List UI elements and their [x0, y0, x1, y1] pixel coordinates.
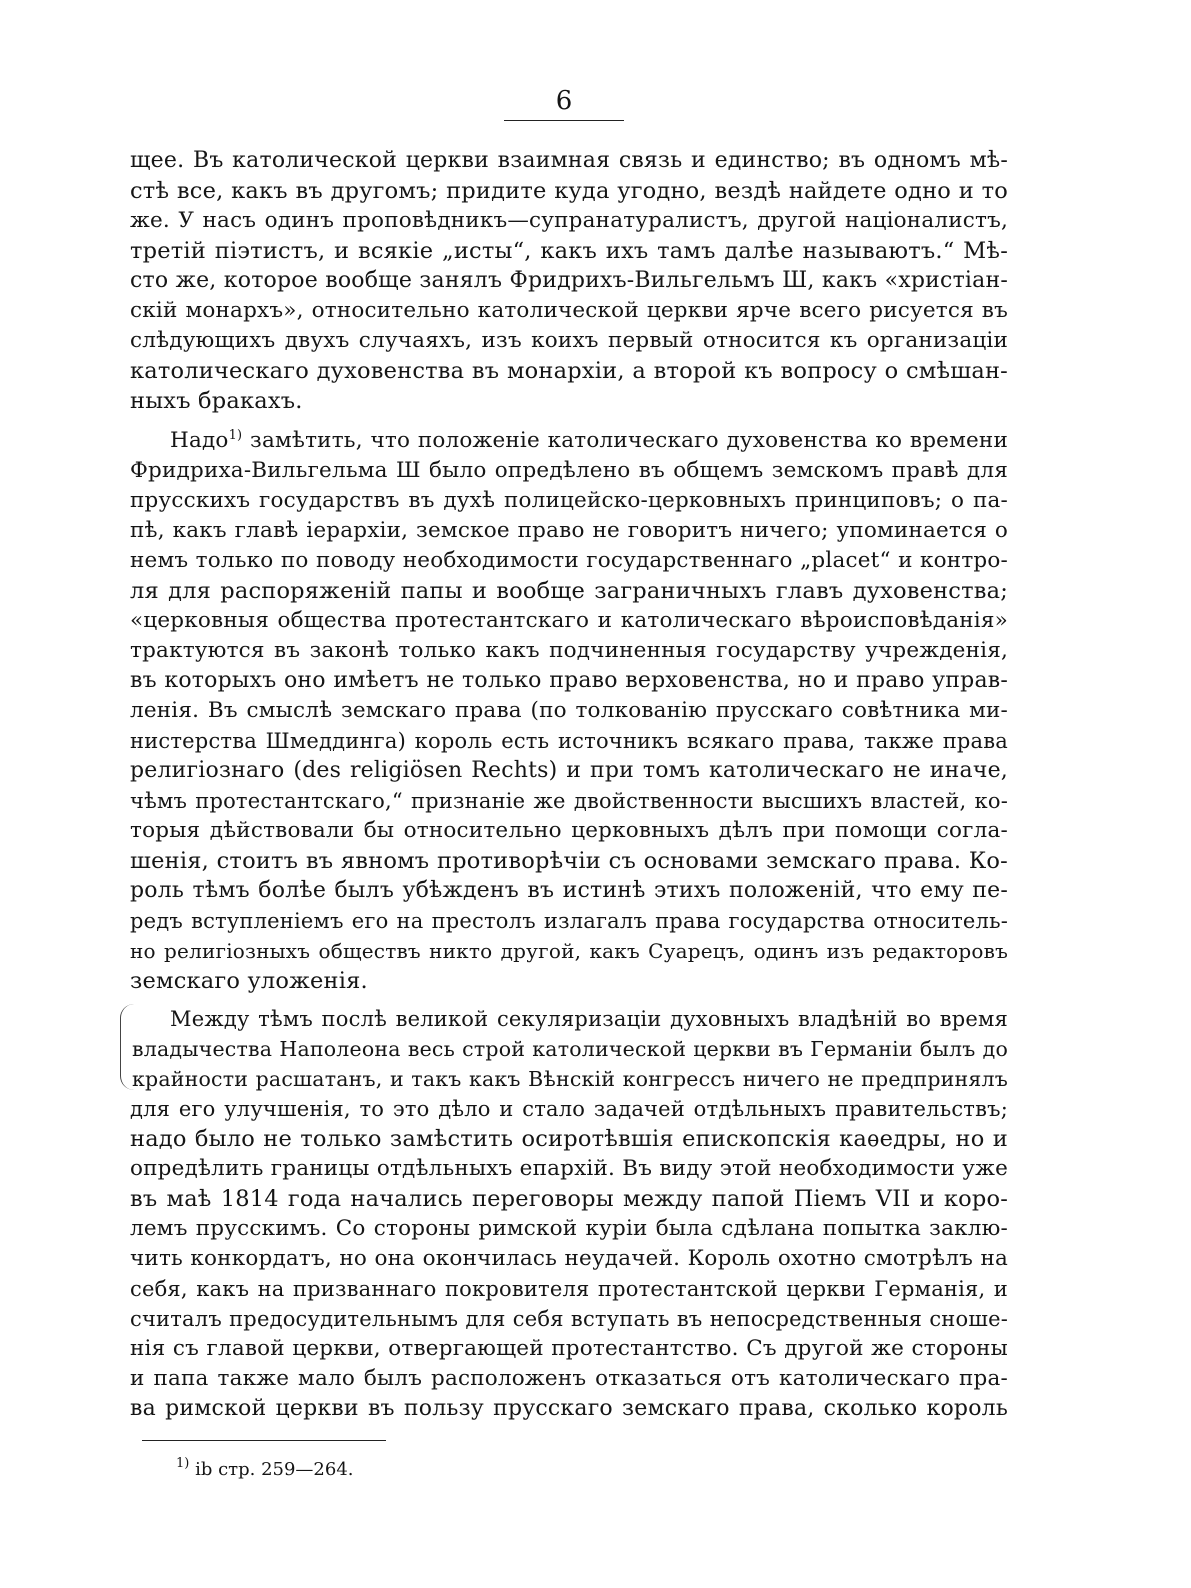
text-line: щее. Въ католической церкви взаимная связь и единство; въ одномъ мѣ-: [130, 148, 1008, 173]
text-line: ленія. Въ смыслѣ земскаго права (по толкованію прусскаго совѣтника ми-: [130, 698, 1008, 723]
text-line: въ маѣ 1814 года начались переговоры между папой Піемъ VII и коро-: [130, 1186, 1008, 1212]
text-line: слѣдующихъ двухъ случаяхъ, изъ коихъ первый относится къ организаціи: [130, 328, 1008, 353]
text-line: и папа также мало былъ расположенъ отказаться отъ католическаго пра-: [130, 1366, 1008, 1391]
text-line: Между тѣмъ послѣ великой секуляризаціи духовныхъ владѣній во время: [170, 1007, 1008, 1031]
text-line: чить конкордатъ, но она окончилась неудачей. Король охотно смотрѣлъ на: [130, 1246, 1008, 1271]
text-line: но религіозныхъ обществъ никто другой, какъ Суарецъ, одинъ изъ редакторовъ: [130, 939, 1008, 963]
text-line: редъ вступленіемъ его на престолъ излагалъ права государства относитель-: [130, 909, 1008, 933]
footnote-marker: 1): [176, 1456, 190, 1471]
text-line-first: [170, 426, 1008, 456]
text-line: нія съ главой церкви, отвергающей протестантство. Съ другой же стороны: [130, 1336, 1008, 1361]
text-line: католическаго духовенства въ монархіи, а второй къ вопросу о смѣшан-: [130, 358, 1008, 384]
text-line: земскаго уложенія.: [130, 968, 368, 994]
text-line: третій піэтистъ, и всякіе „исты“, какъ ихъ тамъ далѣе называютъ.“ Мѣ-: [130, 238, 1008, 264]
text-line: роль тѣмъ болѣе былъ убѣжденъ въ истинѣ этихъ положеній, что ему пе-: [130, 878, 1008, 903]
text-line: трактуются въ законѣ только какъ подчиненныя государству учрежденія,: [130, 638, 1008, 663]
page-number-rule: [504, 120, 624, 121]
text-line: Фридриха-Вильгельма Ш было опредѣлено въ общемъ земскомъ правѣ для: [130, 458, 1008, 483]
text-line: нистерства Шмеддинга) король есть источникъ всякаго права, также права: [130, 729, 1008, 753]
text-line-rest: замѣтить, что положеніе католическаго духовенства ко времени: [242, 428, 1008, 453]
footnote-ref: 1): [228, 428, 243, 443]
footnote: [176, 1458, 354, 1482]
text-line: пѣ, какъ главѣ іерархіи, земское право не говоритъ ничего; упоминается о: [130, 518, 1008, 543]
text-line: «церковныя общества протестантскаго и католическаго вѣроисповѣданія»: [130, 608, 1008, 633]
text-line: владычества Наполеона весь строй католической церкви въ Германіи былъ до: [132, 1037, 1008, 1061]
text-line: ныхъ бракахъ.: [130, 388, 303, 414]
text-line: крайности расшатанъ, и такъ какъ Вѣнскій конгрессъ ничего не предпринялъ: [132, 1067, 1008, 1091]
text-line: себя, какъ на призваннаго покровителя протестантской церкви Германія, и: [130, 1277, 1008, 1301]
lead-word: Надо: [170, 428, 229, 453]
text-line: опредѣлить границы отдѣльныхъ епархій. Въ виду этой необходимости уже: [130, 1156, 1008, 1181]
text-line: же. У насъ одинъ проповѣдникъ—супранатуралистъ, другой націоналистъ,: [130, 208, 1008, 233]
text-line: прусскихъ государствъ въ духѣ полицейско-церковныхъ принциповъ; о па-: [130, 488, 1008, 513]
footnote-rule: [142, 1440, 386, 1441]
text-line: сто же, которое вообще занялъ Фридрихъ-Вильгельмъ Ш, какъ «христіан-: [130, 268, 1008, 293]
text-line: чѣмъ протестантскаго,“ признаніе же двойственности высшихъ властей, ко-: [130, 789, 1008, 813]
text-line: ва римской церкви въ пользу прусскаго земскаго права, сколько король: [130, 1396, 1008, 1421]
text-line: религіознаго (des religiösen Rechts) и при томъ католическаго не иначе,: [130, 758, 1008, 783]
text-line: лемъ прусскимъ. Со стороны римской куріи была сдѣлана попытка заклю-: [130, 1216, 1008, 1241]
footnote-text: ib стр. 259—264.: [189, 1459, 354, 1480]
text-line: немъ только по поводу необходимости государственнаго „placet“ и контро-: [130, 548, 1008, 573]
text-line: считалъ предосудительнымъ для себя вступать въ непосредственныя сноше-: [130, 1307, 1008, 1331]
text-line: торыя дѣйствовали бы относительно церковныхъ дѣлъ при помощи согла-: [130, 818, 1008, 843]
text-line: въ которыхъ оно имѣетъ не только право верховенства, но и право управ-: [130, 668, 1008, 693]
text-line: стѣ все, какъ въ другомъ; придите куда угодно, вездѣ найдете одно и то: [130, 178, 1008, 204]
text-line: скій монархъ», относительно католической церкви ярче всего рисуется въ: [130, 298, 1008, 323]
text-line: для его улучшенія, то это дѣло и стало задачей отдѣльныхъ правительствъ;: [130, 1097, 1008, 1121]
text-line: шенія, стоитъ въ явномъ противорѣчіи съ основами земскаго права. Ко-: [130, 848, 1008, 874]
text-line: ля для распоряженій папы и вообще заграничныхъ главъ духовенства;: [130, 578, 1008, 604]
page-number: 6: [555, 86, 573, 116]
text-line: надо было не только замѣстить осиротѣвшія епископскія каѳедры, но и: [130, 1126, 1008, 1152]
